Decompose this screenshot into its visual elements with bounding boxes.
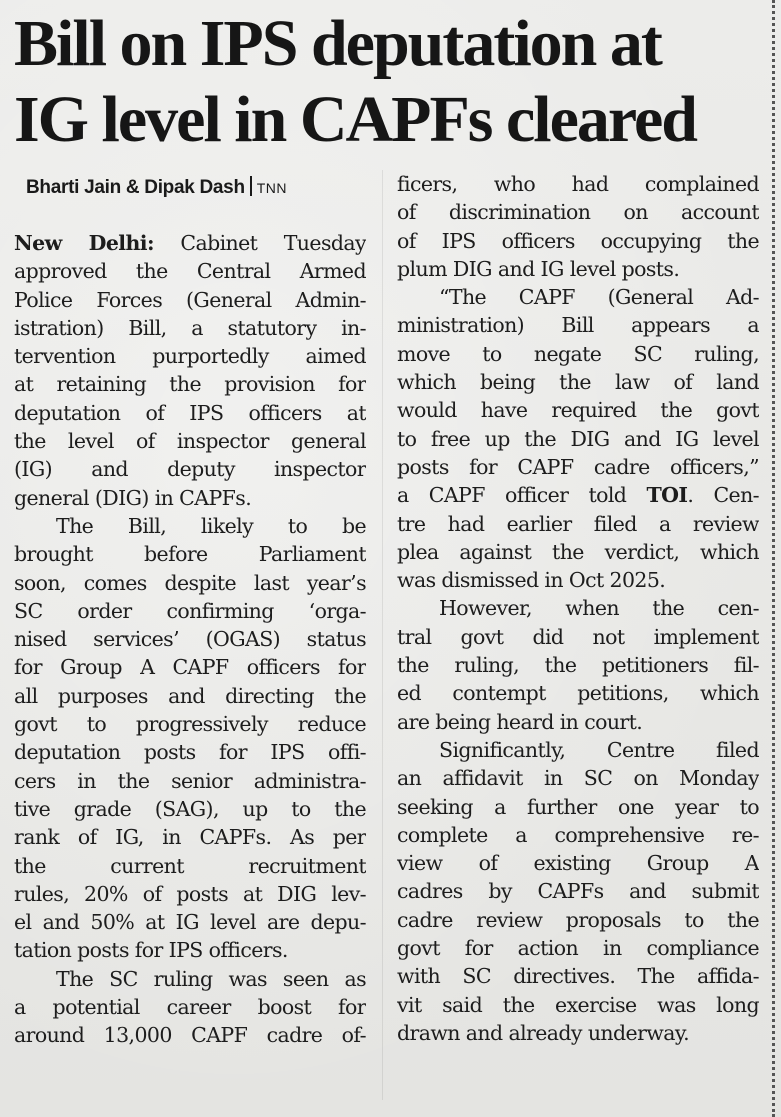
column-gutter	[382, 170, 383, 1100]
article-line: tation posts for IPS officers.	[14, 938, 288, 963]
article-line: tervention purportedly aimed	[14, 344, 366, 369]
article-line: ministration) Bill appears a	[397, 313, 759, 338]
article-line: ficers, who had complained	[397, 172, 759, 196]
byline-authors: Bharti Jain & Dipak Dash	[26, 177, 245, 198]
article-line: soon, comes despite last year’s	[14, 570, 366, 595]
article-line: all purposes and directing the	[14, 683, 366, 708]
article-line: govt to progressively reduce	[14, 712, 366, 737]
article-line: a potential career boost for	[14, 995, 366, 1020]
article-line: complete a comprehensive re-	[397, 822, 759, 847]
article-line: a CAPF officer told TOI. Cen-	[397, 483, 759, 508]
article-line: view of existing Group A	[397, 851, 759, 876]
article-line: tive grade (SAG), up to the	[14, 796, 366, 821]
article-line: plea against the verdict, which	[397, 539, 759, 564]
article-line: which being the law of land	[397, 370, 759, 395]
article-line: The Bill, likely to be	[56, 513, 366, 538]
article-line: However, when the cen-	[439, 596, 759, 621]
article-line: at retaining the provision for	[14, 372, 366, 397]
article-line: would have required the govt	[397, 398, 759, 423]
article-line: Significantly, Centre filed	[439, 737, 759, 762]
article-line: tre had earlier filed a review	[397, 511, 759, 536]
article-line: brought before Parliament	[14, 542, 366, 567]
article-line: tral govt did not implement	[397, 624, 759, 649]
article-line: rank of IG, in CAPFs. As per	[14, 825, 366, 850]
article-column-right	[397, 170, 759, 1047]
dateline: New Delhi:	[14, 231, 154, 255]
article-line: rules, 20% of posts at DIG lev-	[14, 881, 366, 906]
byline-agency: TNN	[256, 180, 288, 196]
article-line: istration) Bill, a statutory in-	[14, 315, 366, 340]
article-line: around 13,000 CAPF cadre of-	[14, 1023, 366, 1048]
article-line: an affidavit in SC on Monday	[397, 766, 759, 791]
article-line: nised services’ (OGAS) status	[14, 627, 366, 652]
article-line: plum DIG and IG level posts.	[397, 256, 680, 281]
article-line: approved the Central Armed	[14, 259, 366, 284]
article-line: cadres by CAPFs and submit	[397, 879, 759, 904]
article-line: for Group A CAPF officers for	[14, 655, 366, 680]
article-line: SC order confirming ‘orga-	[14, 598, 366, 623]
article-line: the level of inspector general	[14, 429, 366, 454]
article-line: drawn and already underway.	[397, 1020, 690, 1045]
article-line: seeking a further one year to	[397, 794, 759, 819]
article-line: ed contempt petitions, which	[397, 681, 759, 706]
byline-separator	[250, 176, 252, 196]
article-line: of discrimination on account	[397, 200, 759, 225]
article-line: cers in the senior administra-	[14, 768, 366, 793]
article-line: New Delhi: Cabinet Tuesday	[14, 231, 366, 255]
article-line: vit said the exercise was long	[397, 992, 759, 1017]
article-line: to free up the DIG and IG level	[397, 426, 759, 451]
article-line: deputation posts for IPS offi-	[14, 740, 366, 765]
article-line: with SC directives. The affida-	[397, 964, 759, 989]
article-line: general (DIG) in CAPFs.	[14, 485, 252, 510]
toi-mention: TOI	[646, 483, 688, 508]
article-line: cadre review proposals to the	[397, 907, 759, 932]
article-line: are being heard in court.	[397, 709, 643, 734]
article-line: (IG) and deputy inspector	[14, 457, 366, 482]
article-line: el and 50% at IG level are depu-	[14, 910, 366, 935]
byline	[26, 176, 376, 200]
article-line: of IPS officers occupying the	[397, 228, 759, 253]
headline-line-1: Bill on IPS deputation at	[14, 7, 661, 80]
article-line: the ruling, the petitioners fil-	[397, 653, 759, 678]
article-line: “The CAPF (General Ad-	[439, 285, 759, 310]
headline	[14, 6, 754, 158]
article-line: move to negate SC ruling,	[397, 341, 759, 366]
article-line: deputation of IPS officers at	[14, 400, 366, 425]
article-line: govt for action in compliance	[397, 936, 759, 961]
article-column-left	[14, 229, 366, 1050]
article-line: the current recruitment	[14, 853, 366, 878]
article-line: The SC ruling was seen as	[56, 966, 366, 991]
headline-line-2: IG level in CAPFs cleared	[14, 83, 696, 156]
article-line: posts for CAPF cadre officers,”	[397, 454, 759, 479]
article-line: was dismissed in Oct 2025.	[397, 568, 666, 593]
article-line: Police Forces (General Admin-	[14, 287, 366, 312]
column-dotted-rule	[772, 0, 775, 1117]
